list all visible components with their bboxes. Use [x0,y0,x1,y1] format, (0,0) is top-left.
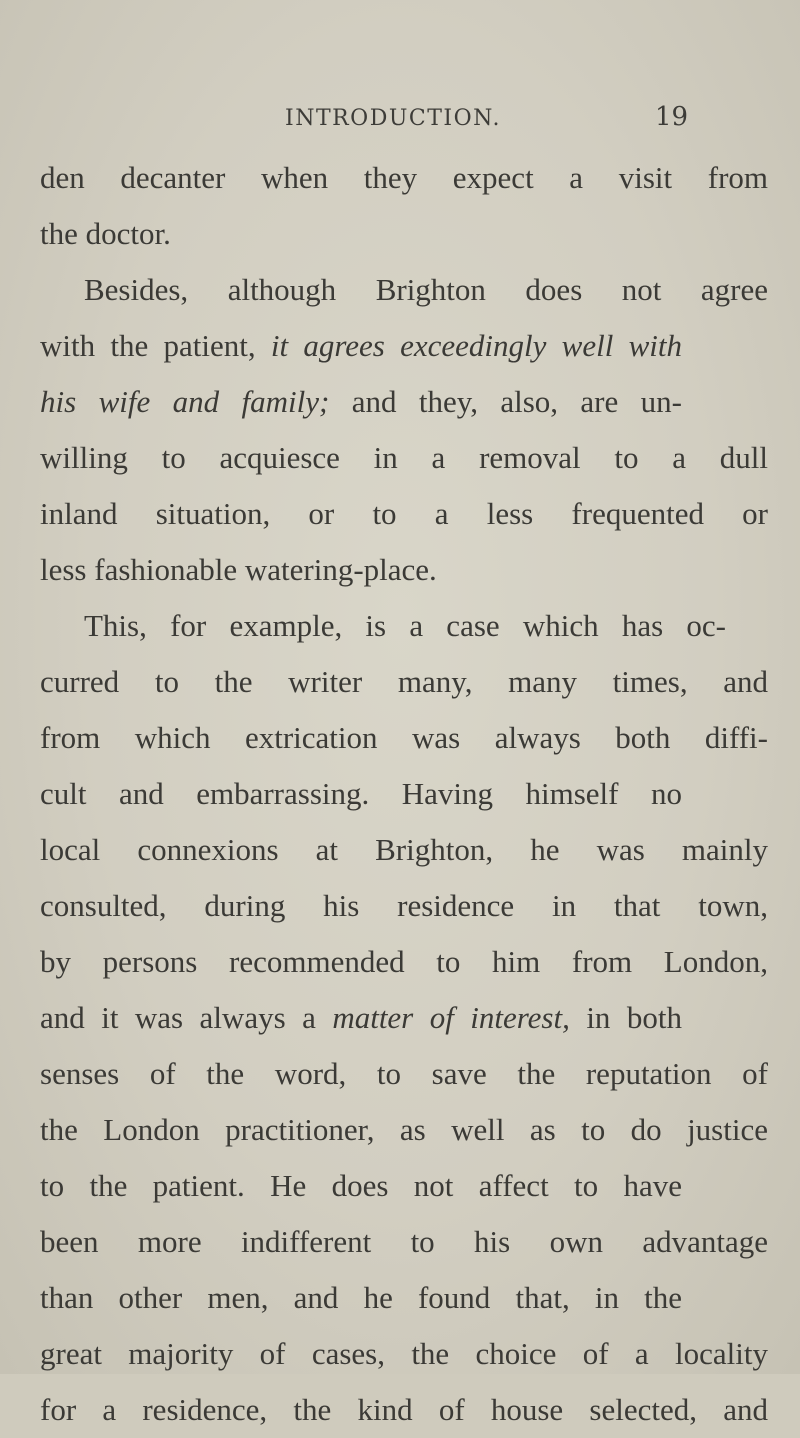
text-line: senses of the word, to save the reputation of [40,1056,768,1091]
text-line: for a residence, the kind of house selected, and [40,1392,768,1427]
text-line: Besides, although Brighton does not agree [84,272,768,307]
italic-text: matter of interest, [332,1000,570,1035]
text-line: been more indifferent to his own advantage [40,1224,768,1259]
text-line: willing to acquiesce in a removal to a dull [40,440,768,475]
italic-text: his wife and family; [40,384,330,419]
text-line: the London practitioner, as well as to do justice [40,1112,768,1147]
text-line: the doctor. [40,216,171,251]
text-line: consulted, during his residence in that town, [40,888,768,923]
text-span: in both [569,1000,682,1035]
running-head [0,100,800,140]
text-line: great majority of cases, the choice of a locality [40,1336,768,1371]
text-line: curred to the writer many, many times, and [40,664,768,699]
text-line [40,990,682,1046]
text-line: local connexions at Brighton, he was mainly [40,832,768,867]
text-line: less fashionable watering-place. [40,552,437,587]
text-line: from which extrication was always both diffi- [40,720,768,755]
text-line [40,374,682,430]
text-line: than other men, and he found that, in the [40,1280,682,1315]
text-line: This, for example, is a case which has oc- [84,608,726,643]
text-line: inland situation, or to a less frequented or [40,496,768,531]
running-title: INTRODUCTION. [285,106,501,131]
text-span: and they, also, are un- [329,384,682,419]
text-span: and it was always a [40,1000,333,1035]
text-line [40,318,682,374]
text-span: with the patient, [40,328,271,363]
page-number: 19 [655,102,689,132]
text-line: cult and embarrassing. Having himself no [40,776,682,811]
text-line: den decanter when they expect a visit from [40,160,768,195]
italic-text: it agrees exceedingly well with [270,328,683,363]
text-line: by persons recommended to him from London, [40,944,768,979]
text-line: to the patient. He does not affect to have [40,1168,682,1203]
